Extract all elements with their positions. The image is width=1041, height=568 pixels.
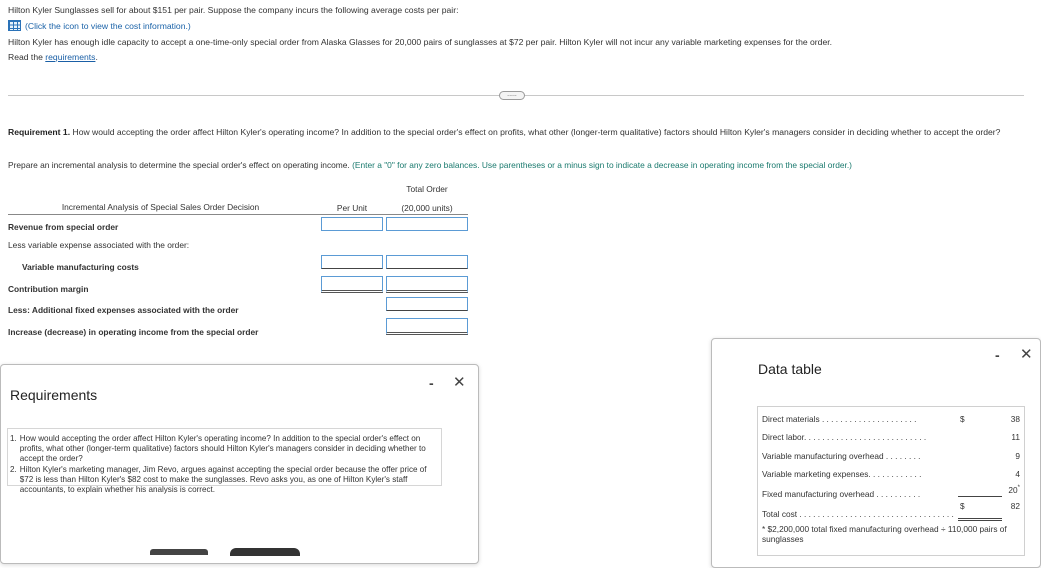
- requirement-number: 2.: [10, 464, 17, 474]
- row-contribution-label: Contribution margin: [8, 284, 89, 294]
- dollar-sign: $: [960, 414, 965, 424]
- requirement-item: [10, 434, 437, 465]
- footnote: * $2,200,000 total fixed manufacturing overhead ÷ 110,000 pairs of sunglasses: [762, 524, 1007, 544]
- requirement-1-label: Requirement 1.: [8, 127, 71, 137]
- minimize-button[interactable]: -: [429, 375, 434, 391]
- cost-table: [757, 406, 1025, 556]
- instructions-text: Prepare an incremental analysis to determine the special order's effect on operating income.: [8, 160, 353, 170]
- cost-label: Direct materials . . . . . . . . . . . . . . . . . . . . .: [762, 414, 917, 424]
- analysis-table-title: Incremental Analysis of Special Sales Order Decision: [61, 202, 260, 212]
- variable-total-input[interactable]: [386, 255, 468, 269]
- requirements-link[interactable]: requirements: [45, 52, 96, 62]
- problem-details: Hilton Kyler has enough idle capacity to accept a one-time-only special order from Alaska Glasses for 20,000 pairs of sunglasses at $72 per pair. Hilton Kyler will not incur any variable marketing expenses for the order.: [8, 37, 832, 47]
- dollar-sign: $: [960, 501, 965, 511]
- cost-value: 38: [1010, 414, 1020, 424]
- requirement-item: [10, 465, 437, 496]
- cost-label: Fixed manufacturing overhead . . . . . . . . . .: [762, 489, 921, 499]
- expand-more-button[interactable]: .....: [499, 91, 525, 100]
- instructions-hint: (Enter a "0" for any zero balances. Use parentheses or a minus sign to indicate a decrease in operating income from the special order.): [352, 160, 852, 170]
- cost-value: 4: [1015, 469, 1020, 479]
- requirement-text: How would accepting the order affect Hilton Kyler's operating income? In addition to the special order's effect on profits, what other (longer-term qualitative) factors should Hilton Kyler's managers consider in deciding whether to accept the order?: [19, 434, 426, 464]
- requirements-list: [10, 434, 437, 495]
- total-label: Total cost . . . . . . . . . . . . . . . . . . . . . . . . . . . . . . . . . .: [762, 509, 954, 519]
- table-icon[interactable]: [8, 20, 21, 31]
- subtotal-rule: [958, 496, 1002, 497]
- requirement-text: Hilton Kyler's marketing manager, Jim Revo, argues against accepting the special order because the offer price of $72 is less than Hilton Kyler's $82 cost to make the sunglasses. Revo asks you, as one of Hilton Kyler's staff accountants, to explain whether his analysis is correct.: [19, 464, 427, 495]
- row-fixed-label: Less: Additional fixed expenses associated with the order: [8, 305, 239, 315]
- total-units-header: (20,000 units): [401, 203, 453, 213]
- row-variable-mfg-label: Variable manufacturing costs: [22, 262, 139, 272]
- bottom-button-partial[interactable]: [150, 549, 208, 555]
- bottom-button-partial[interactable]: [230, 548, 300, 556]
- header-rule: [8, 214, 468, 215]
- requirement-1-text: How would accepting the order affect Hilton Kyler's operating income? In addition to the special order's effect on profits, what other (longer-term qualitative) factors should Hilton Kyler's managers consider in deciding whether to accept the order?: [70, 127, 1001, 137]
- row-less-variable-label: Less variable expense associated with the order:: [8, 240, 190, 250]
- close-icon[interactable]: ✕: [1020, 346, 1033, 363]
- read-suffix: .: [95, 52, 98, 62]
- requirements-list-box: [7, 428, 442, 495]
- row-increase-label: Increase (decrease) in operating income from the special order: [8, 327, 259, 337]
- cost-label: Direct labor. . . . . . . . . . . . . . . . . . . . . . . . . . .: [762, 432, 927, 442]
- minimize-button[interactable]: -: [995, 347, 1000, 363]
- read-requirements: [8, 52, 98, 62]
- data-table-dialog: [711, 338, 1041, 568]
- data-table-title: Data table: [758, 361, 822, 377]
- total-double-rule: [958, 518, 1002, 521]
- requirement-1-prompt: [8, 127, 1024, 138]
- cost-value: 9: [1015, 451, 1020, 461]
- variable-per-unit-input[interactable]: [321, 255, 383, 269]
- revenue-per-unit-input[interactable]: [321, 217, 383, 231]
- requirement-number: 1.: [10, 434, 17, 443]
- cost-label: Variable manufacturing overhead . . . . . . . .: [762, 451, 921, 461]
- per-unit-header: Per Unit: [336, 203, 368, 213]
- cost-info-link[interactable]: [8, 20, 191, 31]
- footnote-marker: *: [1017, 485, 1020, 492]
- total-value: 82: [1010, 501, 1020, 511]
- row-revenue-label: Revenue from special order: [8, 222, 119, 232]
- contribution-per-unit-input[interactable]: [321, 276, 383, 293]
- cost-label: Variable marketing expenses. . . . . . . . . . . .: [762, 469, 922, 479]
- increase-total-input[interactable]: [386, 318, 468, 335]
- requirements-dialog: [0, 364, 479, 564]
- contribution-total-input[interactable]: [386, 276, 468, 293]
- problem-intro: Hilton Kyler Sunglasses sell for about $151 per pair. Suppose the company incurs the following average costs per pair:: [8, 5, 459, 15]
- close-icon[interactable]: ✕: [453, 374, 466, 391]
- total-order-header: Total Order: [406, 184, 448, 194]
- revenue-total-input[interactable]: [386, 217, 468, 231]
- cost-value: 11: [1011, 432, 1020, 442]
- read-prefix: Read the: [8, 52, 46, 62]
- cost-info-link-text[interactable]: (Click the icon to view the cost information.): [25, 20, 191, 31]
- requirements-title: Requirements: [10, 387, 98, 403]
- instructions: [8, 160, 852, 170]
- cost-value: 20*: [1008, 485, 1020, 495]
- fixed-total-input[interactable]: [386, 297, 468, 311]
